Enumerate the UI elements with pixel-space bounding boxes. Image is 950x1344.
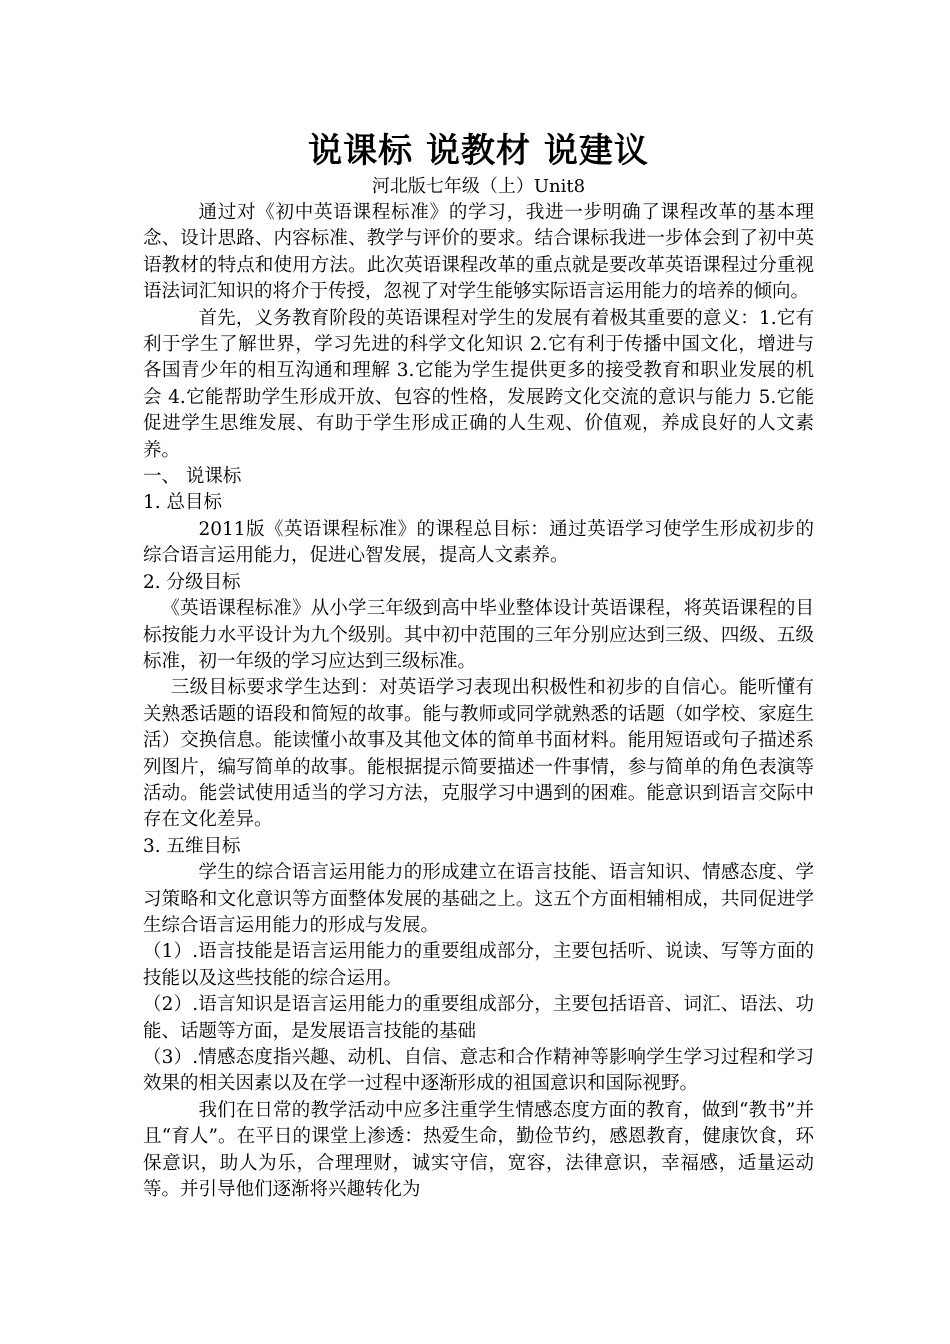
document-title: 说课标 说教材 说建议 bbox=[308, 131, 649, 171]
level3-paragraph: 三级目标要求学生达到：对英语学习表现出积极性和初步的自信心。能听懂有关熟悉话题的语段和简短的故事。能与教师或同学就熟悉的话题（如学校、家庭生活）交换信息。能读懂小故事及其他文体的简单书面材料。能用短语或句子描述系列图片，编写简单的故事。能根据提示简要描述一件事情，参与简单的角色表演等活动。能尝试使用适当的学习方法，克服学习中遇到的困难。能意识到语言交际中存在文化差异。 bbox=[143, 677, 814, 831]
level-goals-paragraph: 《英语课程标准》从小学三年级到高中毕业整体设计英语课程，将英语课程的目标按能力水平设计为九个级别。其中初中范围的三年分别应达到三级、四级、五级标准，初一年级的学习应达到三级标准。 bbox=[143, 598, 814, 672]
intro-paragraph: 通过对《初中英语课程标准》的学习，我进一步明确了课程改革的基本理念、设计思路、内容标准、教学与评价的要求。结合课标我进一步体会到了初中英语教材的特点和使用方法。此次英语课程改革的重点就是要改革英语课程过分重视语法词汇知识的将介于传授，忽视了对学生能够实际语言运用能力的培养的倾向。 bbox=[143, 202, 814, 303]
list-item-language-knowledge: （2）.语言知识是语言运用能力的重要组成部分，主要包括语音、词汇、语法、功能、话题等方面，是发展语言技能的基础 bbox=[143, 994, 814, 1042]
heading-overall-goal: 1. 总目标 bbox=[143, 492, 223, 514]
section-heading-curriculum: 一、 说课标 bbox=[143, 466, 242, 488]
list-item-language-skills: （1）.语言技能是语言运用能力的重要组成部分，主要包括听、说读、写等方面的技能以及这些技能的综合运用。 bbox=[143, 941, 814, 989]
heading-five-dimensions: 3. 五维目标 bbox=[143, 835, 241, 857]
five-dimensions-paragraph: 学生的综合语言运用能力的形成建立在语言技能、语言知识、情感态度、学习策略和文化意识等方面整体发展的基础之上。这五个方面相辅相成，共同促进学生综合语言运用能力的形成与发展。 bbox=[143, 862, 814, 936]
document-subtitle: 河北版七年级（上）Unit8 bbox=[371, 176, 586, 197]
closing-paragraph: 我们在日常的教学活动中应多注重学生情感态度方面的教育，做到“教书”并且“育人”。在平日的课堂上渗透：热爱生命，勤俭节约，感恩教育，健康饮食，环保意识，助人为乐，合理理财，诚实守信，宽容，法律意识，幸福感，适量运动等。并引导他们逐渐将兴趣转化为 bbox=[143, 1099, 814, 1201]
significance-paragraph: 首先，义务教育阶段的英语课程对学生的发展有着极其重要的意义：1.它有利于学生了解世界，学习先进的科学文化知识 2.它有利于传播中国文化，增进与各国青少年的相互沟通和理解 3.它能为学生提供更多的接受教育和职业发展的机会 4.它能帮助学生形成开放、包容的性格，发展跨文化交流的意识与能力 5.它能促进学生思维发展、有助于学生形成正确的人生观、价值观，养成良好的人文素养。 bbox=[143, 307, 814, 461]
heading-level-goals: 2. 分级目标 bbox=[143, 571, 241, 593]
overall-goal-paragraph: 2011版《英语课程标准》的课程总目标：通过英语学习使学生形成初步的综合语言运用能力，促进心智发展，提高人文素养。 bbox=[143, 518, 814, 567]
list-item-affect-attitude: （3）.情感态度指兴趣、动机、自信、意志和合作精神等影响学生学习过程和学习效果的相关因素以及在学一过程中逐渐形成的祖国意识和国际视野。 bbox=[143, 1047, 814, 1095]
